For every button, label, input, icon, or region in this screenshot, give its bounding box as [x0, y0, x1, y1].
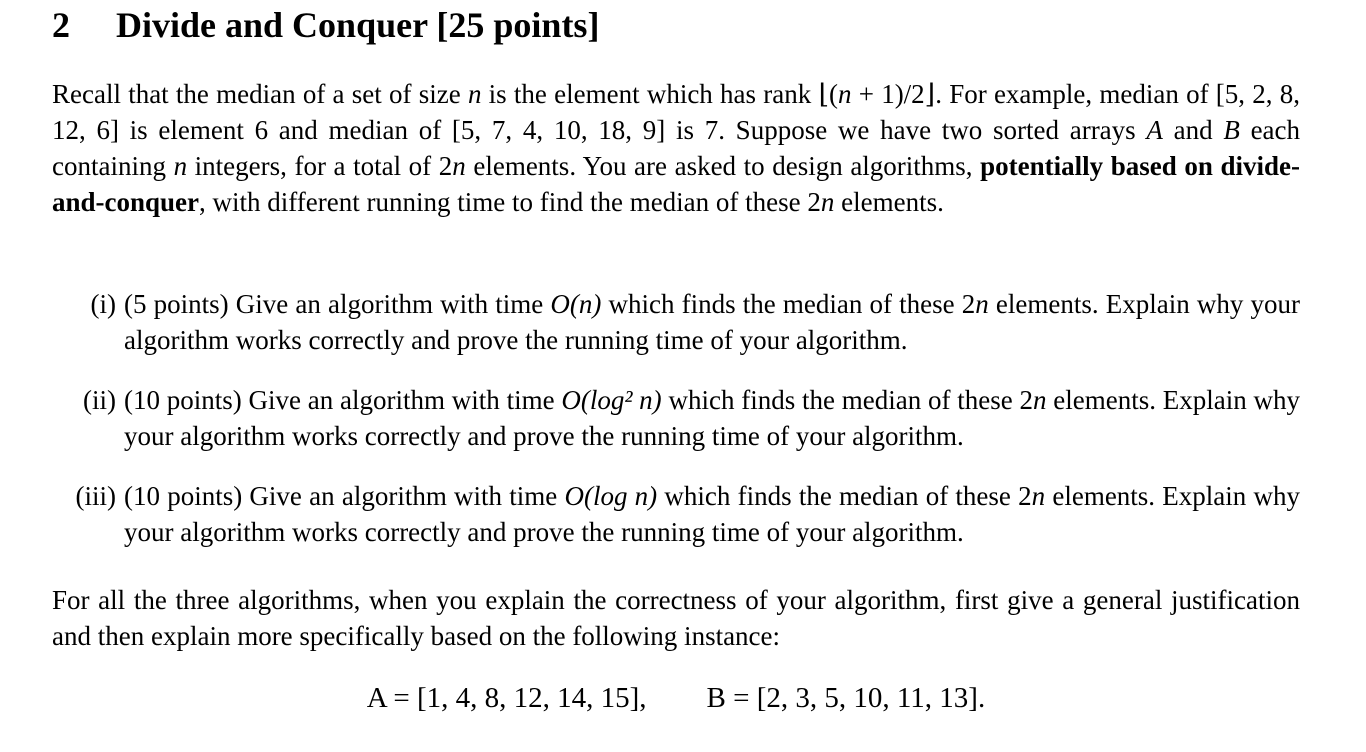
question-label: (i): [90, 289, 116, 319]
intro-text: Recall that the median of a set of size: [52, 79, 468, 109]
section-heading: [52, 2, 599, 48]
intro-paragraph: [52, 76, 1300, 220]
question-label: (iii): [75, 481, 116, 511]
instance-equation: [0, 678, 1352, 718]
intro-text: elements.: [834, 187, 944, 217]
math-var: n: [975, 289, 989, 319]
question-text: (10 points) Give an algorithm with time: [124, 481, 565, 511]
math-var: n: [467, 79, 482, 109]
math-var: n: [838, 79, 852, 109]
intro-text: is the element which has rank ⌊(: [481, 79, 838, 109]
math-var: n: [1031, 481, 1046, 511]
math-var: B: [1223, 115, 1240, 145]
question-text: (10 points) Give an algorithm with time: [124, 385, 562, 415]
closing-paragraph: For all the three algorithms, when you explain the correctness of your algorithm, first give a general justification and then explain more specifically based on the following instance:: [52, 585, 1300, 651]
question-label: (ii): [83, 385, 116, 415]
question-text: (5 points) Give an algorithm with time: [124, 289, 551, 319]
question-text: which finds the median of these 2: [657, 481, 1032, 511]
question-item: [52, 382, 1300, 454]
intro-text: and: [1162, 115, 1224, 145]
intro-text: , with different running time to find the median of these 2: [199, 187, 821, 217]
intro-text: + 1)/2⌋. For example, median of [5, 2, 8, 12, 6] is element 6 and median of [5, 7, 4, 10, 18, 9] is 7. Suppose we have two sorted arrays: [52, 79, 1301, 145]
math-var: n: [173, 151, 188, 181]
intro-text: each containing: [52, 115, 1301, 181]
emphasis-text: potentially based on divide-and-conquer: [52, 151, 1300, 217]
intro-text: elements. You are asked to design algorithms,: [465, 151, 981, 181]
question-text: elements. Explain why your algorithm works correctly and prove the running time of your algorithm.: [124, 481, 1300, 547]
complexity-expression: O(log n): [564, 481, 658, 511]
math-var: n: [452, 151, 466, 181]
question-item: [52, 478, 1300, 550]
question-text: which finds the median of these 2: [661, 385, 1033, 415]
question-item: [52, 286, 1300, 358]
complexity-expression: O(n): [550, 289, 602, 319]
array-a: A = [1, 4, 8, 12, 14, 15],: [366, 682, 647, 714]
math-var: n: [1033, 385, 1047, 415]
question-text: which finds the median of these 2: [601, 289, 976, 319]
array-b: B = [2, 3, 5, 10, 11, 13].: [706, 682, 986, 714]
section-title: Divide and Conquer [25 points]: [116, 5, 600, 45]
math-var: A: [1146, 115, 1163, 145]
question-text: elements. Explain why your algorithm works correctly and prove the running time of your algorithm.: [124, 289, 1300, 355]
complexity-expression: O(log² n): [561, 385, 662, 415]
math-var: n: [820, 187, 835, 217]
question-list: [52, 286, 1300, 574]
intro-text: integers, for a total of 2: [187, 151, 453, 181]
question-text: elements. Explain why your algorithm works correctly and prove the running time of your algorithm.: [124, 385, 1301, 451]
section-number: 2: [52, 5, 70, 45]
